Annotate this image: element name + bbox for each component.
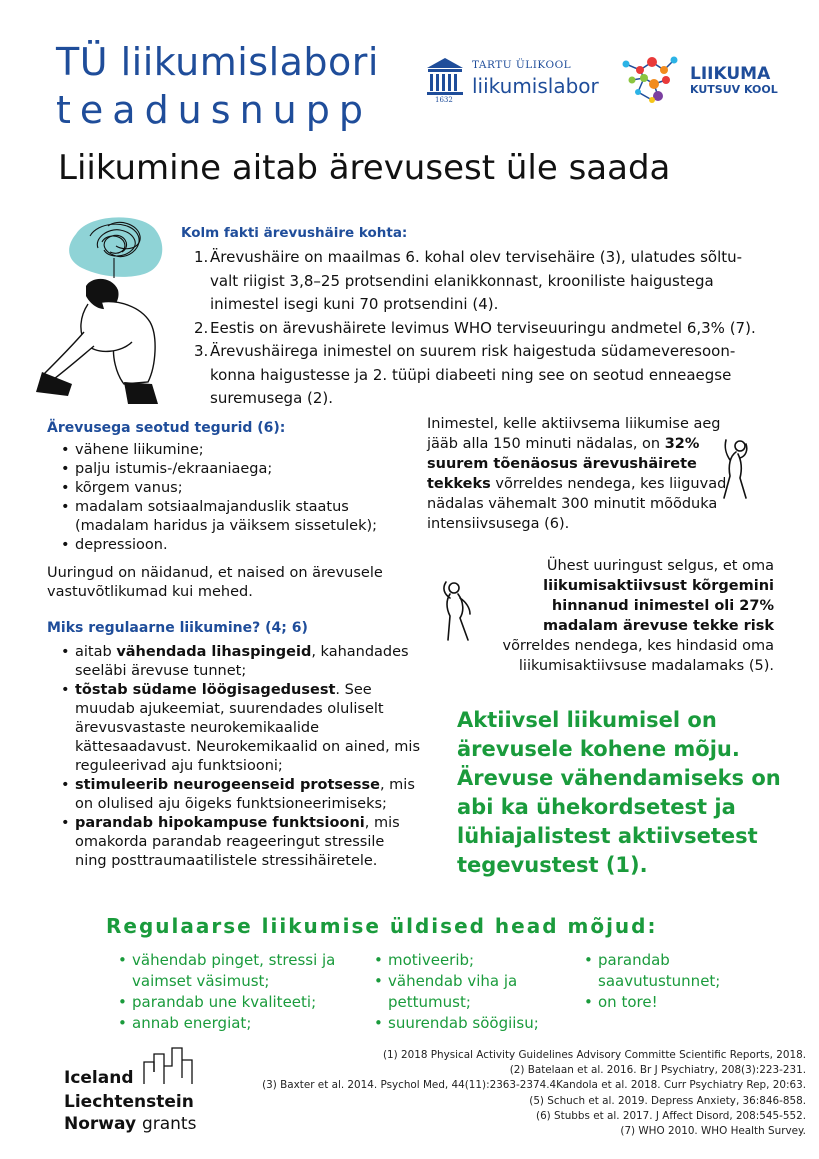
grants-line2: Liechtenstein [64,1092,194,1112]
walking-person-icon [440,578,476,648]
fact-line: Ärevushäire on maailmas 6. kohal olev tervisehäire (3), ulatudes sõltu- [210,248,743,266]
fact-item [194,340,786,411]
benefit-item: • on tore! [584,992,764,1013]
facts-list [194,246,786,411]
fact-number: 1. [194,248,209,266]
reference-item: (1) 2018 Physical Activity Guidelines Advisory Committe Scientific Reports, 2018. [382,1049,806,1061]
grants-line1: Iceland [64,1068,134,1088]
reference-item: (6) Stubbs et al. 2017. J Affect Disord, 208:545-552. [536,1109,806,1122]
anxious-person-illustration [28,206,188,406]
header-title-line1: TÜ liikumislabori [56,40,379,84]
tu-logo-lab: liikumislabor [472,74,599,98]
factor-item: • madalam sotsiaalmajanduslik staatus (madalam haridus ja väiksem sissetulek); [60,498,420,536]
benefits-column-3 [584,950,764,1013]
fact-line: Ärevushäirega inimestel on suurem risk haigestuda südameveresoon- [210,342,736,360]
tartu-university-logo [425,56,605,108]
liikuma-network-icon [618,50,688,110]
benefit-item: • parandab une kvaliteeti; [118,992,368,1013]
why-list [60,643,420,871]
factor-item: • vähene liikumine; [60,441,420,460]
factor-item: • kõrgem vanus; [60,479,420,498]
benefit-item: • vähendab pinget, stressi ja vaimset väsimust; [118,950,368,992]
stretching-person-icon [718,436,752,506]
factor-item: • palju istumis-/ekraaniaega; [60,460,420,479]
benefits-column-2 [374,950,574,1034]
factor-item: • depressioon. [60,536,420,555]
green-callout: Aktiivsel liikumisel on ärevusele kohene mõju. Ärevuse vähendamiseks on abi ka ühekordsetest ja lühiajalistest aktiivsetest tegevustest (1). [457,708,781,877]
liikuma-logo-line2: KUTSUV KOOL [690,83,778,96]
fact-item [194,246,786,317]
tu-logo-university: TARTU ÜLIKOOL [472,59,572,71]
fact-line: Eestis on ärevushäirete levimus WHO terviseuuringu andmetel 6,3% (7). [210,318,756,337]
fact-number: 2. [194,318,209,337]
why-item: • parandab hipokampuse funktsiooni, mis omakorda parandab reageeringut stressile ning posttraumaatilistele stressihäiretele. [60,814,420,871]
stat-27-percent: Ühest uuringust selgus, et oma liikumisaktiivsust kõrgemini hinnanud inimestel oli 27% madalam ärevuse tekke risk võrreldes nendega, kes hindasid oma liikumisaktiivsuse madalamaks (5). [502,558,774,674]
benefit-item: • motiveerib; [374,950,574,971]
grants-line3: Norway grants [64,1114,197,1134]
fact-item [194,317,786,341]
fact-line: suremusega (2). [210,389,334,407]
why-heading: Miks regulaarne liikumine? (4; 6) [47,620,308,636]
fact-number: 3. [194,342,209,360]
benefits-column-1 [118,950,368,1034]
reference-item: (7) WHO 2010. WHO Health Survey. [620,1125,806,1138]
benefit-item: • annab energiat; [118,1013,368,1034]
fact-line: konna haigustesse ja 2. tüüpi diabeeti ning see on seotud enneaegse [210,365,732,384]
benefit-item: • vähendab viha ja pettumust; [374,971,574,1013]
fact-line: valt riigist 3,8–25 protsendini elanikkonnast, krooniliste haigustega [210,271,714,290]
reference-item: (3) Baxter et al. 2014. Psychol Med, 44(11):2363-2374.4Kandola et al. 2018. Curr Psychiatry Rep, 20:63. [262,1079,806,1092]
reference-item: (2) Batelaan et al. 2016. Br J Psychiatry, 208(3):223-231. [509,1064,806,1077]
liikuma-logo-line1: LIIKUMA [690,64,771,84]
fact-line: inimestel isegi kuni 70 protsendini (4). [210,295,499,313]
main-title: Liikumine aitab ärevusest üle saada [58,148,671,188]
reference-item: (5) Schuch et al. 2019. Depress Anxiety, 36:846-858. [529,1094,806,1107]
tu-logo-year: 1632 [435,96,453,104]
facts-heading: Kolm fakti ärevushäire kohta: [181,225,408,241]
stat-32-percent: Inimestel, kelle aktiivsema liikumise aeg jääb alla 150 minuti nädalas, on 32% suurem tõenäosus ärevushäirete tekkeks võrreldes nendega, kes liiguvad nädalas vähemalt 300 minutit mõõduka intensiivsusega (6). [427,416,727,532]
benefit-item: • parandab saavutustunnet; [584,950,764,992]
why-item: • tõstab südame löögisagedusest. See muudab ajukeemiat, suurendades oluliselt ärevusvastaste neurokemikaalide kättesaadavust. Neurokemikaalid on ained, mis reguleerivad aju funktsiooni; [60,681,420,776]
references [186,1048,806,1139]
benefit-item: • suurendab söögiisu; [374,1013,574,1034]
factors-heading: Ärevusega seotud tegurid (6): [47,420,286,436]
liikuma-kutsuv-kool-logo [618,50,798,110]
factors-list [60,441,420,555]
header-title-line2: teadusnupp [56,88,372,132]
benefits-heading: Regulaarse liikumise üldised head mõjud: [106,914,658,938]
why-item: • aitab vähendada lihaspingeid, kahandades seeläbi ärevuse tunnet; [60,643,420,681]
women-note: Uuringud on näidanud, et naised on ärevusele vastuvõtlikumad kui mehed. [47,565,383,600]
why-item: • stimuleerib neurogeenseid protsesse, mis on olulised aju õigeks funktsioneerimiseks; [60,776,420,814]
